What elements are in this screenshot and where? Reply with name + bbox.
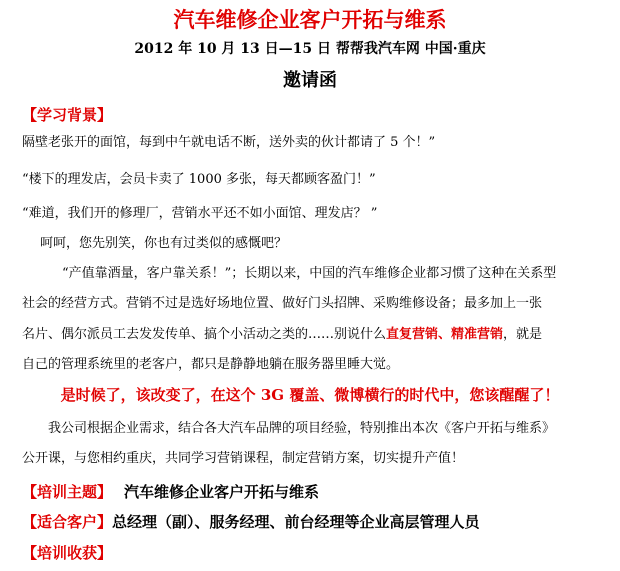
background-line-8: 自己的管理系统里的老客户，都只是静静地躺在服务器里睡大觉。 xyxy=(22,357,400,372)
training-topic-label: 【培训主题】 xyxy=(22,483,113,501)
target-audience-value: 总经理（副）、服务经理、前台经理等企业高层管理人员 xyxy=(112,513,480,531)
target-audience-label: 【适合客户】 xyxy=(22,513,113,531)
slogan: 是时候了，该改变了，在这个 3G 覆盖、微博横行的时代中，您该醒醒了！ xyxy=(60,386,560,404)
background-line-7-end: ，就是 xyxy=(503,327,543,342)
background-line-1: 隔壁老张开的面馆，每到中午就电话不断，送外卖的伙计都请了 5 个！” xyxy=(22,135,436,150)
background-line-2: “楼下的理发店，会员卡卖了 1000 多张，每天都顾客盈门！” xyxy=(22,172,376,187)
highlight-marketing-terms: 直复营销、精准营销 xyxy=(386,327,504,342)
training-gains-heading: 【培训收获】 xyxy=(22,544,113,562)
background-line-4: 呵呵，您先别笑，你也有过类似的感慨吧？ xyxy=(40,236,288,251)
target-audience xyxy=(22,511,480,533)
background-line-6: 社会的经营方式。营销不过是选好场地位置、做好门头招牌、采购维修设备；最多加上一张 xyxy=(22,296,543,311)
announce-line-2: 公开课，与您相约重庆，共同学习营销课程，制定营销方案，切实提升产值！ xyxy=(22,451,465,466)
training-topic-value: 汽车维修企业客户开拓与维系 xyxy=(124,483,320,501)
background-heading: 【学习背景】 xyxy=(22,106,113,124)
background-line-5: “产值靠酒量，客户靠关系！”；长期以来，中国的汽车维修企业都习惯了这种在关系型 xyxy=(62,266,557,281)
event-date-location: 2012 年 10 月 13 日—15 日 帮帮我汽车网 中国·重庆 xyxy=(134,41,486,57)
training-topic xyxy=(22,481,319,503)
background-line-7-start: 名片、偶尔派员工去发发传单、搞个小活动之类的……别说什么 xyxy=(22,327,387,342)
announce-line-1: 我公司根据企业需求，结合各大汽车品牌的项目经验，特别推出本次《客户开拓与维系》 xyxy=(48,421,556,436)
background-line-7 xyxy=(22,325,542,345)
background-line-3: “难道，我们开的修理厂，营销水平还不如小面馆、理发店？ ” xyxy=(22,206,378,221)
document-title: 汽车维修企业客户开拓与维系 xyxy=(173,8,447,32)
invitation-heading: 邀请函 xyxy=(283,70,337,91)
